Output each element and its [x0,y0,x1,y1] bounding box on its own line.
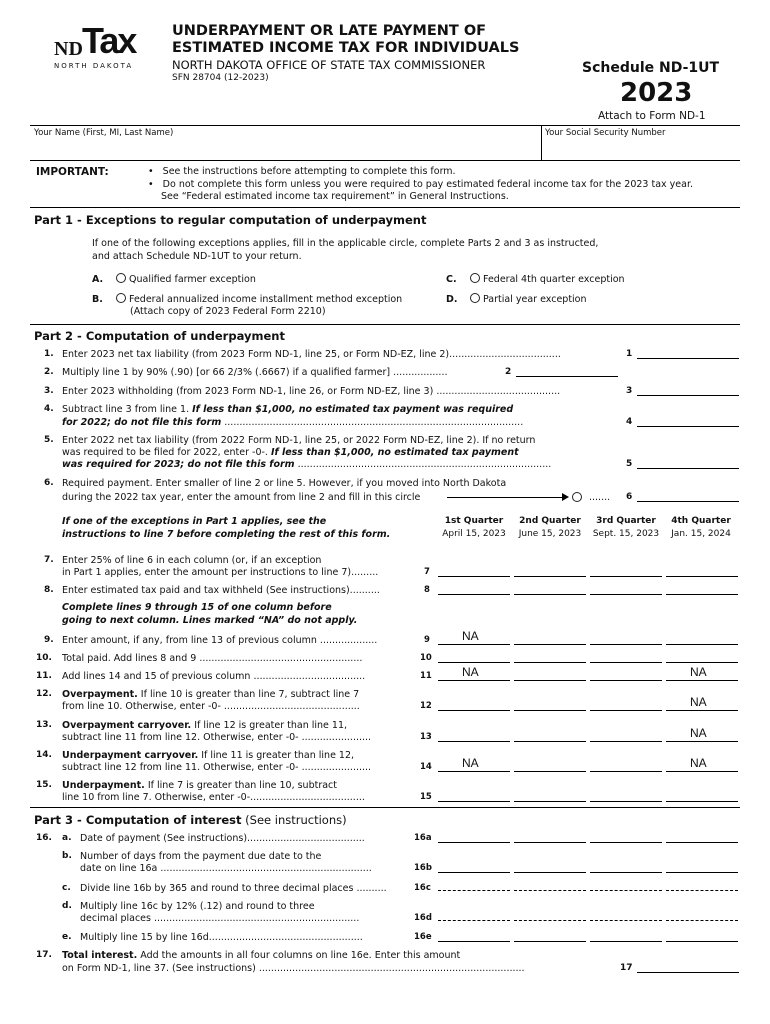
quarter-date-3: Sept. 15, 2023 [592,529,660,539]
line1-text: Enter 2023 net tax liability (from 2023 Form ND-1, line 25, or Form ND-EZ, line 2)..................................... [62,349,561,360]
line16b-text-1: Number of days from the payment due date to the [80,851,322,862]
exception-note-1: If one of the exceptions in Part 1 applies, see the [62,516,327,527]
line3-input[interactable] [637,384,739,396]
exception-a-circle[interactable] [116,273,126,283]
line13-col4-na: NA [690,726,707,740]
line4-text-2: for 2022; do not file this form ................................................................................................... [62,417,524,428]
line7-col2-input[interactable] [514,565,586,577]
line16c-col2-input[interactable] [514,883,586,891]
line16b-text-2: date on line 16a ...................................................................... [80,863,372,874]
line15-col3-input[interactable] [590,790,662,802]
line12-text-1: Overpayment. If line 10 is greater than line 7, subtract line 7 [62,689,360,700]
office-name: NORTH DAKOTA OFFICE OF STATE TAX COMMISSIONER [172,58,486,72]
line13-col3-input[interactable] [590,730,662,742]
line7-col1-input[interactable] [438,565,510,577]
line14-col3-input[interactable] [590,760,662,772]
line16d-col1-input[interactable] [438,913,510,921]
part1-title: Part 1 - Exceptions to regular computation of underpayment [34,213,427,227]
line11-col2-input[interactable] [514,669,586,681]
line11-col1-na: NA [462,665,479,679]
moved-into-nd-circle[interactable] [572,492,582,502]
line15-col2-input[interactable] [514,790,586,802]
line8-col3-input[interactable] [590,583,662,595]
line3-text: Enter 2023 withholding (from 2023 Form ND-1, line 26, or Form ND-EZ, line 3) ......................................... [62,386,561,397]
line12-col3-input[interactable] [590,699,662,711]
part2-title: Part 2 - Computation of underpayment [34,329,285,343]
line8-col2-input[interactable] [514,583,586,595]
line17-text-2: on Form ND-1, line 37. (See instructions) ........................................................................................ [62,963,525,974]
line16a-text-1: Date of payment (See instructions)....................................... [80,833,365,844]
line17-input[interactable] [637,961,739,973]
line10-col2-input[interactable] [514,651,586,663]
exception-note-2: instructions to line 7 before completing the rest of this form. [62,529,391,540]
line1-input[interactable] [637,347,739,359]
line16d-text-2: decimal places .................................................................... [80,913,360,924]
line12-col1-input[interactable] [438,699,510,711]
part3-title: Part 3 - Computation of interest (See instructions) [34,813,347,827]
line15-text-2: line 10 from line 7. Otherwise, enter -0-...................................... [62,792,365,803]
line13-text-2: subtract line 11 from line 12. Otherwise, enter -0- ....................... [62,732,372,743]
line16c-col3-input[interactable] [590,883,662,891]
line15-text-1: Underpayment. If line 7 is greater than line 10, subtract [62,780,338,791]
part1-intro-2: and attach Schedule ND-1UT to your return. [92,251,302,262]
line5-text-1: Enter 2022 net tax liability (from 2022 Form ND-1, line 25, or 2022 Form ND-EZ, line 2). If no return [62,435,536,446]
line14-text-1: Underpayment carryover. If line 11 is greater than line 12, [62,750,355,761]
line16e-col4-input[interactable] [666,930,738,942]
line16a-col3-input[interactable] [590,831,662,843]
line10-col4-input[interactable] [666,651,738,663]
name-field-label: Your Name (First, MI, Last Name) [34,128,174,138]
line16c-col1-input[interactable] [438,883,510,891]
line9-col4-input[interactable] [666,633,738,645]
line16d-text-1: Multiply line 16c by 12% (.12) and round to three [80,901,315,912]
line9-col3-input[interactable] [590,633,662,645]
line16a-col2-input[interactable] [514,831,586,843]
line5-text-2: was required to be filed for 2022, enter -0-. If less than $1,000, no estimated tax payment [62,447,519,458]
important-bullet-2: • Do not complete this form unless you were required to pay estimated federal income tax for the 2023 tax year. [148,179,694,190]
line8-col4-input[interactable] [666,583,738,595]
line8-text-1: Enter estimated tax paid and tax withheld (See instructions).......... [62,585,380,596]
line13-col2-input[interactable] [514,730,586,742]
sfn-number: SFN 28704 (12-2023) [172,73,269,83]
line5-input[interactable] [637,457,739,469]
line14-col4-na: NA [690,756,707,770]
exception-b-sub: (Attach copy of 2023 Federal Form 2210) [130,306,326,317]
column-note-2: going to next column. Lines marked “NA” do not apply. [62,615,358,626]
quarter-name-1: 1st Quarter [444,516,504,526]
quarter-name-4: 4th Quarter [671,516,731,526]
exception-d: D. Partial year exception [446,294,587,305]
exception-c: C. Federal 4th quarter exception [446,274,625,285]
line9-text-1: Enter amount, if any, from line 13 of previous column ................... [62,635,378,646]
line16e-col3-input[interactable] [590,930,662,942]
quarter-date-4: Jan. 15, 2024 [671,529,731,539]
line8-col1-input[interactable] [438,583,510,595]
line6-text-1: Required payment. Enter smaller of line 2 or line 5. However, if you moved into North Dakota [62,478,507,489]
line16d-col2-input[interactable] [514,913,586,921]
line7-text-1: Enter 25% of line 6 in each column (or, if an exception [62,555,322,566]
line7-col4-input[interactable] [666,565,738,577]
important-bullet-1: • See the instructions before attempting to complete this form. [148,166,456,177]
line16e-col2-input[interactable] [514,930,586,942]
name-input[interactable] [31,139,540,159]
line13-text-1: Overpayment carryover. If line 12 is greater than line 11, [62,720,348,731]
line15-col4-input[interactable] [666,790,738,802]
logo-tax: Tax [82,20,136,61]
column-note-1: Complete lines 9 through 15 of one column before [62,602,332,613]
logo-state: NORTH DAKOTA [54,62,134,70]
line16d-col4-input[interactable] [666,913,738,921]
line14-col2-input[interactable] [514,760,586,772]
attach-note: Attach to Form ND-1 [598,110,706,122]
line9-col1-na: NA [462,629,479,643]
line4-text-1: Subtract line 3 from line 1. If less than $1,000, no estimated tax payment was required [62,404,514,415]
line2-text: Multiply line 1 by 90% (.90) [or 66 2/3% (.6667) if a qualified farmer] .................. [62,367,448,378]
line16a-col1-input[interactable] [438,831,510,843]
line14-text-2: subtract line 12 from line 11. Otherwise, enter -0- ....................... [62,762,372,773]
logo [52,22,152,70]
line16c-col4-input[interactable] [666,883,738,891]
line14-col1-na: NA [462,756,479,770]
line16c-text-1: Divide line 16b by 365 and round to three decimal places .......... [80,883,387,894]
form-title-2: ESTIMATED INCOME TAX FOR INDIVIDUALS [172,40,520,56]
exception-b: B. Federal annualized income installment method exception [92,294,403,305]
line16b-col1-input[interactable] [438,861,510,873]
line16e-col1-input[interactable] [438,930,510,942]
line6-text-2: during the 2022 tax year, enter the amount from line 2 and fill in this circle [62,492,421,503]
tax-year: 2023 [620,78,693,108]
line4-input[interactable] [637,415,739,427]
quarter-name-2: 2nd Quarter [519,516,581,526]
exception-c-circle[interactable] [470,273,480,283]
line10-col3-input[interactable] [590,651,662,663]
line12-text-2: from line 10. Otherwise, enter -0- ............................................. [62,701,360,712]
line17-text-1: Total interest. Add the amounts in all four columns on line 16e. Enter this amount [62,950,461,961]
quarter-date-1: April 15, 2023 [442,529,506,539]
line10-col1-input[interactable] [438,651,510,663]
line9-col2-input[interactable] [514,633,586,645]
arrow-head-icon [562,493,569,501]
arrow-icon [447,497,567,498]
line16a-col4-input[interactable] [666,831,738,843]
line2-input[interactable] [516,365,618,377]
part1-intro-1: If one of the following exceptions applies, fill in the applicable circle, complete Parts 2 and 3 as instructed, [92,238,599,249]
line11-text-1: Add lines 14 and 15 of previous column ..................................... [62,671,366,682]
important-bullet-3: See “Federal estimated income tax requirement” in General Instructions. [161,191,509,202]
line16e-text-1: Multiply line 15 by line 16d................................................... [80,932,363,943]
quarter-date-2: June 15, 2023 [518,529,582,539]
line10-text-1: Total paid. Add lines 8 and 9 ...................................................... [62,653,363,664]
ssn-field-label: Your Social Security Number [545,128,666,138]
line7-text-2: in Part 1 applies, enter the amount per instructions to line 7)......... [62,567,379,578]
line16d-col3-input[interactable] [590,913,662,921]
line11-col3-input[interactable] [590,669,662,681]
logo-nd: ND [54,38,83,60]
exception-a: A. Qualified farmer exception [92,274,256,285]
quarter-name-3: 3rd Quarter [596,516,656,526]
exception-b-circle[interactable] [116,293,126,303]
schedule-name: Schedule ND-1UT [582,60,720,76]
line11-col4-na: NA [690,665,707,679]
line12-col2-input[interactable] [514,699,586,711]
ssn-input[interactable] [542,139,739,159]
line12-col4-na: NA [690,695,707,709]
line7-col3-input[interactable] [590,565,662,577]
line13-col1-input[interactable] [438,730,510,742]
form-title-1: UNDERPAYMENT OR LATE PAYMENT OF [172,23,487,39]
line6-input[interactable] [637,490,739,502]
line16b-col2-input[interactable] [514,861,586,873]
line5-text-3: was required for 2023; do not file this form .................................................................................... [62,459,552,470]
important-label: IMPORTANT: [36,166,109,178]
line16b-col3-input[interactable] [590,861,662,873]
exception-d-circle[interactable] [470,293,480,303]
line16b-col4-input[interactable] [666,861,738,873]
line15-col1-input[interactable] [438,790,510,802]
